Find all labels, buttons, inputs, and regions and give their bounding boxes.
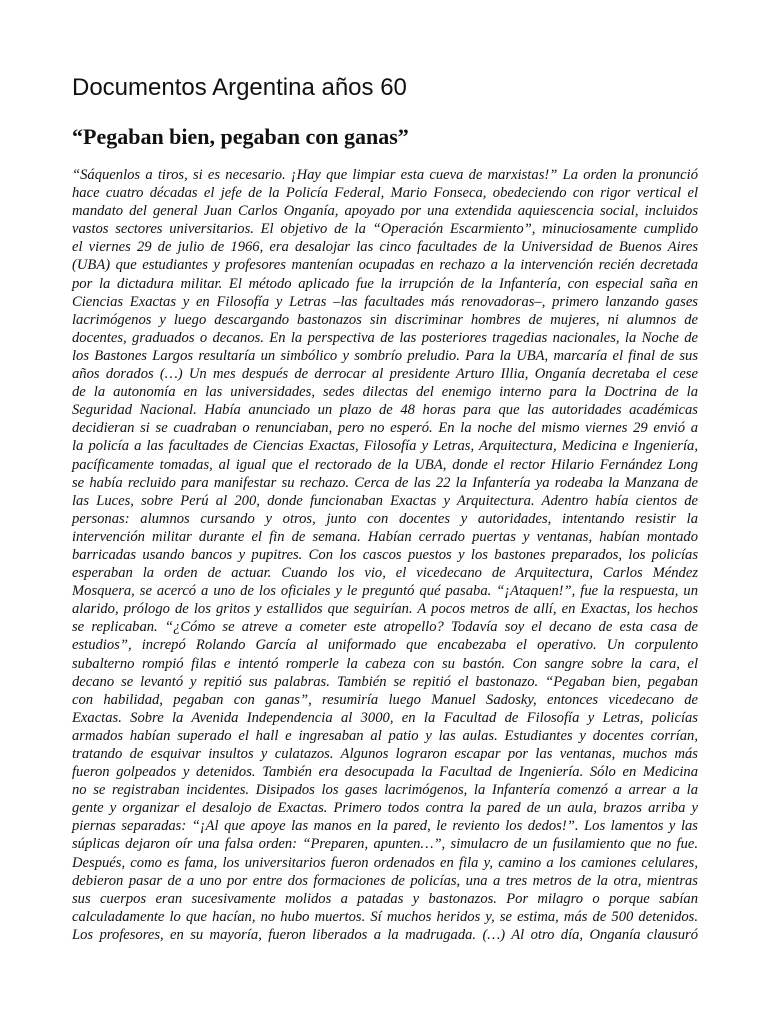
body-line: decano se levantó y repitió sus palabras. También se repitió el bastonazo. “Pegaban bien, pegaban xyxy=(72,673,698,690)
body-line: docentes, graduados o decanos. En la perspectiva de las posteriores tragedias nacionales, la Noche de xyxy=(72,329,698,346)
body-line: esperaban la orden de actuar. Cuando los vio, el vicedecano de Arquitectura, Carlos Méndez xyxy=(72,565,698,582)
body-line: pacíficamente tomadas, al igual que el rectorado de la UBA, donde el rector Hilario Fernández Long xyxy=(72,456,698,473)
body-line: barricadas usando bancos y pupitres. Con los cascos puestos y los bastones preparados, los policías xyxy=(72,546,698,563)
body-line: decidieran si se cuadraban o renunciaban, pero no esperó. En la noche del mismo viernes 29 envió a xyxy=(72,420,698,437)
body-line: “Sáquenlos a tiros, si es necesario. ¡Hay que limpiar esta cueva de marxistas!” La orden la pronunció xyxy=(72,167,698,183)
body-line: Ciencias Exactas y en Filosofía y Letras –las facultades más renovadoras–, primero lanzando gases xyxy=(72,293,698,310)
body-line: por la dictadura militar. El método aplicado fue la irrupción de la Infantería, con especial saña en xyxy=(72,275,698,292)
body-line: lacrimógenos y luego descargando bastonazos sin discriminar hombres de mujeres, ni alumnos de xyxy=(72,311,698,328)
body-line: súplicas dejaron oír una falsa orden: “Preparen, apunten…”, simulacro de un fusilamiento que no fue. xyxy=(72,836,698,853)
body-line: subalterno rompió filas e intentó romperle la cabeza con su bastón. Con sangre sobre la cara, el xyxy=(72,655,698,672)
body-line: hace cuatro décadas el jefe de la Policía Federal, Mario Fonseca, obedeciendo con rigor vertical el xyxy=(72,185,698,202)
body-line: armados habían superado el hall e ingresaban al patio y las aulas. Estudiantes y docentes corrían, xyxy=(72,727,698,744)
body-line: Los profesores, en su mayoría, fueron liberados a la madrugada. (…) Al otro día, Onganía clausuró xyxy=(72,926,698,943)
article-title: “Pegaban bien, pegaban con ganas” xyxy=(72,124,409,149)
body-line: las Luces, sobre Perú al 200, donde funcionaban Exactas y Arquitectura. Adentro había cientos de xyxy=(72,492,698,509)
body-line: debieron pasar de a uno por entre dos formaciones de policías, una a tres metros de la otra, mientras xyxy=(72,872,698,889)
body-line: alarido, prólogo de los gritos y estallidos que seguirían. A pocos metros de allí, en Exactas, los hechos xyxy=(72,601,698,618)
body-line: Mosquera, se acercó a uno de los oficiales y le preguntó qué pasaba. “¡Ataquen!”, fue la respuesta, un xyxy=(72,583,698,600)
body-line: el viernes 29 de julio de 1966, era desalojar las cinco facultades de la Universidad de Buenos Aires xyxy=(72,239,698,256)
body-line: la policía a las facultades de Ciencias Exactas, Filosofía y Letras, Arquitectura, Medicina e Ingeniería, xyxy=(72,438,698,455)
body-line: estudios”, increpó Rolando García al uniformado que encabezaba el operativo. Un corpulento xyxy=(72,637,698,654)
body-line: (UBA) que estudiantes y profesores mantenían ocupadas en rechazo a la intervención recién decretada xyxy=(72,257,698,274)
body-line: piernas separadas: “¡Al que apoye las manos en la pared, le reviento los dedos!”. Los lamentos y las xyxy=(72,818,698,835)
body-line: se replicaban. “¿Cómo se atreve a cometer este atropello? Todavía soy el decano de esta casa de xyxy=(72,619,698,636)
body-line: sus cuerpos eran sucesivamente molidos a patadas y bastonazos. Por milagro o porque sabían xyxy=(72,890,698,907)
document-header: Documentos Argentina años 60 xyxy=(72,74,407,101)
body-line: Después, como es fama, los universitarios fueron ordenados en fila y, camino a los camiones celulares, xyxy=(72,854,698,871)
body-line: con habilidad, pegaban con ganas”, resumiría luego Manuel Sadosky, entonces vicedecano de xyxy=(72,691,698,708)
body-line: años dorados (…) Un mes después de derrocar al presidente Arturo Illia, Onganía decretaba el cese xyxy=(72,366,698,383)
body-line: personas: alumnos cursando y otros, junto con docentes y autoridades, intentando resistir la xyxy=(72,510,698,527)
body-line: intervención militar durante el fin de semana. Habían cerrado puertas y ventanas, habían montado xyxy=(72,528,698,545)
body-line: vastos sectores universitarios. El objetivo de la “Operación Escarmiento”, minuciosamente cumplido xyxy=(72,221,698,238)
body-line: gente y organizar el desalojo de Exactas. Primero todos contra la pared de un aula, brazos arriba y xyxy=(72,800,698,817)
body-line: tratando de esquivar insultos y culatazos. Algunos lograron escapar por las ventanas, muchos más xyxy=(72,746,698,762)
body-line: fueron golpeados y detenidos. También era desocupada la Facultad de Ingeniería. Sólo en Medicina xyxy=(72,764,698,781)
body-line: Seguridad Nacional. Había anunciado un plazo de 48 horas para que las autoridades académicas xyxy=(72,402,698,419)
body-line: los Bastones Largos resultaría un simbólico y sombrío preludio. Para la UBA, marcaría el final de sus xyxy=(72,347,698,364)
body-line: mandato del general Juan Carlos Onganía, apoyado por una extendida aquiescencia social, incluidos xyxy=(72,203,698,220)
body-line: se había recluido para manifestar su rechazo. Cerca de las 22 la Infantería ya rodeaba la Manzana de xyxy=(72,474,698,491)
body-line: no se registraban incidentes. Disipados los gases lacrimógenos, la Infantería comenzó a arrear a la xyxy=(72,782,698,799)
body-line: calculadamente lo que hacían, no hubo muertos. Sí muchos heridos y, se estima, más de 500 detenidos. xyxy=(72,908,698,925)
body-line: Exactas. Sobre la Avenida Independencia al 3000, en la Facultad de Filosofía y Letras, policías xyxy=(72,709,698,726)
body-line: de la autonomía en las universidades, sedes dilectas del enemigo interno para la Doctrina de la xyxy=(72,384,698,401)
article-body xyxy=(72,166,698,944)
